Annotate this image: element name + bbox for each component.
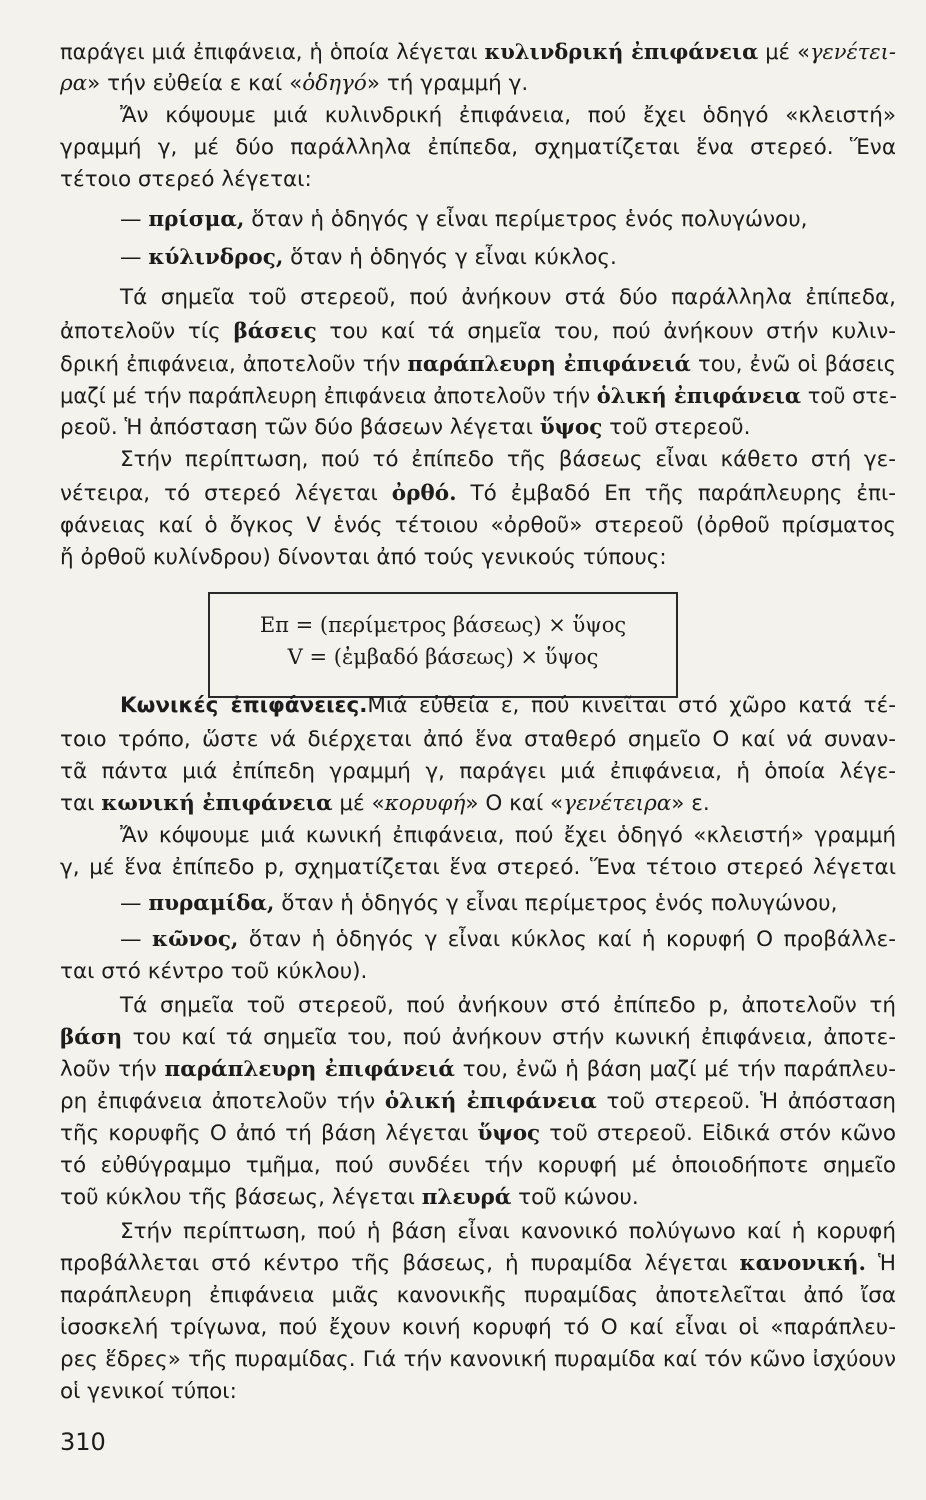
text-line: τέτοιο στερεό λέγεται: (60, 167, 312, 192)
text-line: προβάλλεται στό κέντρο τῆς βάσεως, ἡ πυραμίδα λέγεται κανονική. Ἡ (60, 1251, 897, 1276)
text-line: ται στό κέντρο τοῦ κύκλου). (60, 959, 368, 984)
text-line: Τά σημεῖα τοῦ στερεοῦ, πού ἀνήκουν στά δύο παράλληλα ἐπίπεδα, (120, 285, 896, 310)
page-number: 310 (60, 1428, 106, 1456)
list-item: — πρίσμα, ὅταν ἡ ὁδηγός γ εἶναι περίμετρος ἑνός πολυγώνου, (120, 207, 808, 232)
text-line: οἱ γενικοί τύποι: (60, 1379, 237, 1404)
list-item: — πυραμίδα, ὅταν ἡ ὁδηγός γ εἶναι περίμετρος ἑνός πολυγώνου, (120, 891, 838, 916)
formula-lateral-area: Eπ = (περίμετρος βάσεως) × ὕψος (259, 613, 627, 637)
text-line: τῆς κορυφῆς O ἀπό τή βάση λέγεται ὕψος τοῦ στερεοῦ. Εἰδικά στόν κῶνο (60, 1121, 896, 1146)
text-line: μαζί μέ τήν παράπλευρη ἐπιφάνεια ἀποτελοῦν τήν ὁλική ἐπιφάνεια τοῦ στε- (60, 383, 897, 408)
text-line: τᾶ πάντα μιά ἐπίπεδη γραμμή γ, παράγει μιά ἐπιφάνεια, ἡ ὁποία λέγε- (60, 759, 896, 784)
text-line: ρη ἐπιφάνεια ἀποτελοῦν τήν ὁλική ἐπιφάνεια τοῦ στερεοῦ. Ἡ ἀπόσταση (60, 1089, 896, 1114)
text-line: Στήν περίπτωση, πού τό ἐπίπεδο τῆς βάσεως εἶναι κάθετο στή γε- (120, 447, 896, 472)
text-line: ρα» τήν εὐθεία ε καί «ὁδηγό» τή γραμμή γ. (60, 71, 529, 96)
book-page (60, 36, 896, 1476)
text-line: ἀποτελοῦν τίς βάσεις του καί τά σημεῖα του, πού ἀνήκουν στήν κυλιν- (60, 319, 896, 344)
text-line: ἰσοσκελή τρίγωνα, πού ἔχουν κοινή κορυφή τό O καί εἶναι οἱ «παράπλευ- (60, 1315, 896, 1340)
text-line: ἤ ὀρθοῦ κυλίνδρου) δίνονται ἀπό τούς γενικούς τύπους: (60, 545, 667, 570)
list-item: — κῶνος, ὅταν ἡ ὁδηγός γ εἶναι κύκλος καί ἡ κορυφή O προβάλλε- (120, 927, 896, 952)
text-line: ρες ἕδρες» τῆς πυραμίδας. Γιά τήν κανονική πυραμίδα καί τόν κῶνο ἰσχύουν (60, 1347, 896, 1372)
text-line: φάνειας καί ὁ ὄγκος V ἑνός τέτοιου «ὀρθοῦ» στερεοῦ (ὀρθοῦ πρίσματος (60, 513, 896, 538)
formula-box (208, 592, 678, 698)
text-line: βάση του καί τά σημεῖα του, πού ἀνήκουν στήν κωνική ἐπιφάνεια, ἀποτε- (60, 1025, 896, 1050)
text-line: παράγει μιά ἐπιφάνεια, ἡ ὁποία λέγεται κυλινδρική ἐπιφάνεια μέ «γενέτει- (60, 39, 897, 64)
text-line: λοῦν τήν παράπλευρη ἐπιφάνειά του, ἐνῶ ἡ βάση μαζί μέ τήν παράπλευ- (60, 1057, 897, 1082)
text-line: νέτειρα, τό στερεό λέγεται ὀρθό. Τό ἐμβαδό Eπ τῆς παράπλευρης ἐπι- (60, 481, 896, 506)
text-line: γ, μέ ἕνα ἐπίπεδο p, σχηματίζεται ἕνα στερεό. Ἕνα τέτοιο στερεό λέγεται (60, 855, 896, 880)
text-line: τοιο τρόπο, ὥστε νά διέρχεται ἀπό ἕνα σταθερό σημεῖο O καί νά συναν- (60, 727, 896, 752)
text-line: Στήν περίπτωση, πού ἡ βάση εἶναι κανονικό πολύγωνο καί ἡ κορυφή (120, 1219, 896, 1244)
text-line: τοῦ κύκλου τῆς βάσεως, λέγεται πλευρά τοῦ κώνου. (60, 1185, 639, 1210)
section-heading: Κωνικές ἐπιφάνειες. (120, 693, 368, 718)
list-item: — κύλινδρος, ὅταν ἡ ὁδηγός γ εἶναι κύκλος. (120, 245, 617, 270)
text-line: ται κωνική ἐπιφάνεια μέ «κορυφή» O καί «γενέτειρα» ε. (60, 791, 710, 816)
text-line: γραμμή γ, μέ δύο παράλληλα ἐπίπεδα, σχηματίζεται ἕνα στερεό. Ἕνα (60, 135, 896, 160)
text-line: Ἄν κόψουμε μιά κυλινδρική ἐπιφάνεια, πού ἔχει ὁδηγό «κλειστή» (120, 103, 896, 128)
text-line: τό εὐθύγραμμο τμῆμα, πού συνδέει τήν κορυφή μέ ὁποιοδήποτε σημεῖο (60, 1153, 896, 1178)
text-line: Κωνικές ἐπιφάνειες.Μιά εὐθεία ε, πού κινεῖται στό χῶρο κατά τέ- (120, 693, 896, 718)
text-line: παράπλευρη ἐπιφάνεια μιᾶς κανονικῆς πυραμίδας ἀποτελεῖται ἀπό ἴσα (60, 1283, 896, 1308)
text-line: ρεοῦ. Ἡ ἀπόσταση τῶν δύο βάσεων λέγεται ὕψος τοῦ στερεοῦ. (60, 415, 751, 440)
text-line: Τά σημεῖα τοῦ στερεοῦ, πού ἀνήκουν στό ἐπίπεδο p, ἀποτελοῦν τή (120, 993, 896, 1018)
formula-volume: V = (ἐμβαδό βάσεως) × ὕψος (287, 645, 599, 669)
text-line: δρική ἐπιφάνεια, ἀποτελοῦν τήν παράπλευρη ἐπιφάνειά του, ἐνῶ οἱ βάσεις (60, 351, 896, 376)
text-line: Ἄν κόψουμε μιά κωνική ἐπιφάνεια, πού ἔχει ὁδηγό «κλειστή» γραμμή (120, 823, 896, 848)
